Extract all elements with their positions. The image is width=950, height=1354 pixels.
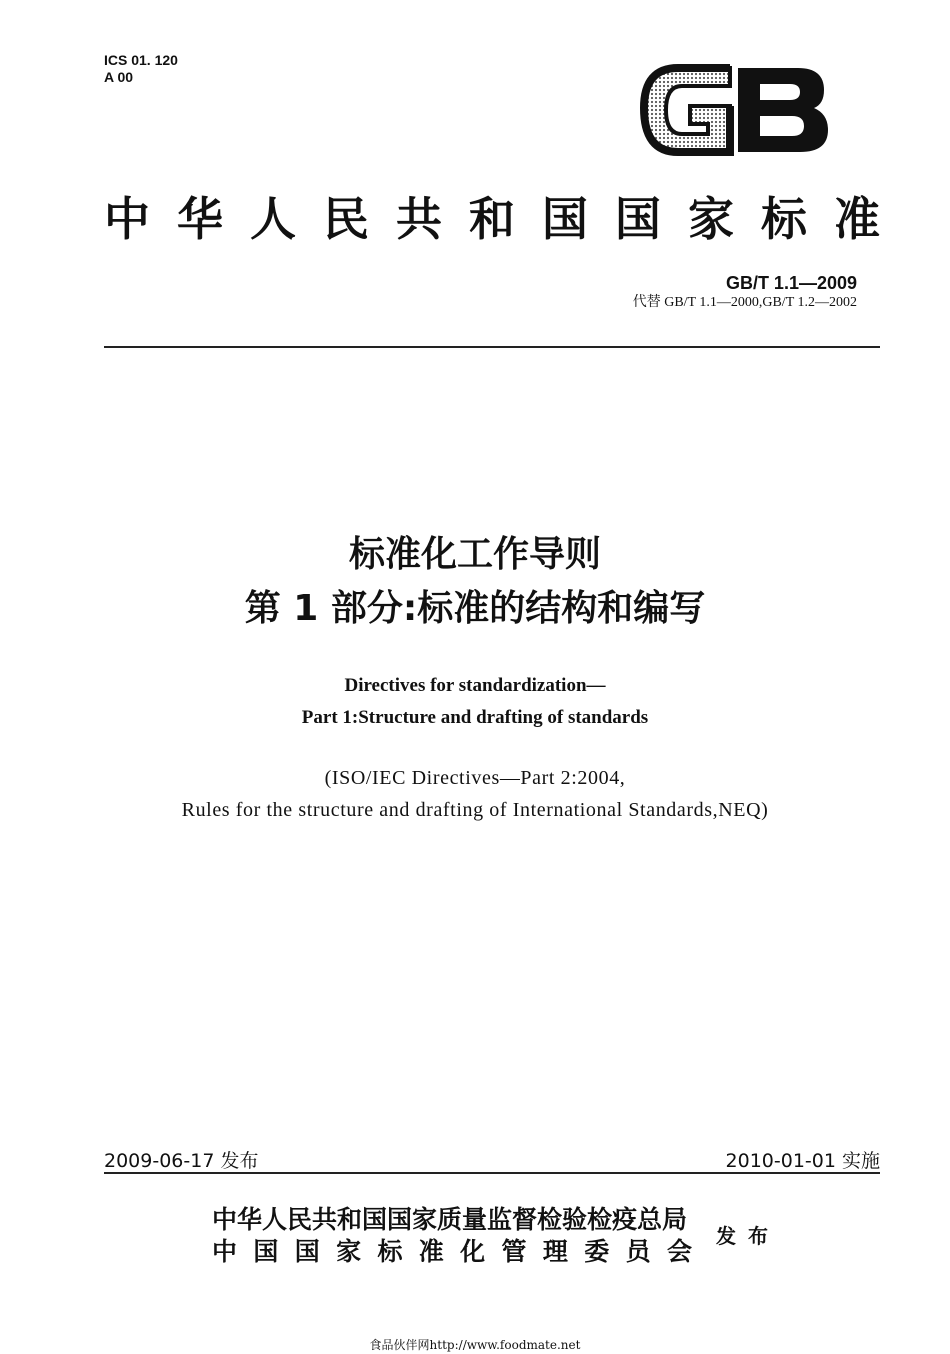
issue-date: 2009-06-17 发布	[104, 1150, 259, 1172]
classification-codes	[104, 52, 178, 86]
english-title-line1: Directives for standardization—	[344, 675, 606, 696]
footer-watermark: 食品伙伴网http://www.foodmate.net	[369, 1338, 581, 1352]
title-char: 中	[104, 192, 150, 246]
iso-reference-line1: (ISO/IEC Directives—Part 2:2004,	[324, 767, 626, 789]
national-standard-title	[104, 184, 880, 248]
issuer-char: 化	[460, 1237, 486, 1266]
issuer-block	[212, 1204, 692, 1268]
title-char: 国	[542, 192, 588, 246]
title-char: 国	[615, 192, 661, 246]
chinese-title	[0, 528, 950, 636]
issuer-char: 标	[377, 1237, 403, 1266]
publish-label: 发布	[716, 1224, 780, 1248]
title-char: 家	[688, 192, 734, 246]
title-char: 华	[177, 192, 223, 246]
chinese-title-line2: 第 1 部分:标准的结构和编写	[244, 588, 706, 629]
class-code: A 00	[104, 69, 134, 85]
effective-date: 2010-01-01 实施	[725, 1150, 880, 1172]
title-char: 民	[323, 192, 369, 246]
iso-reference	[0, 762, 950, 826]
standard-number: GB/T 1.1—2009	[725, 273, 857, 293]
title-char: 共	[396, 192, 442, 246]
chinese-title-line1: 标准化工作导则	[348, 534, 601, 575]
issuer-char: 准	[418, 1237, 444, 1266]
english-title	[0, 670, 950, 734]
replaces-note: 代替 GB/T 1.1—2000,GB/T 1.2—2002	[632, 295, 857, 310]
title-char: 标	[761, 192, 807, 246]
issuer-char: 中	[212, 1237, 238, 1266]
title-char: 准	[834, 192, 880, 246]
issuer-char: 管	[501, 1237, 527, 1266]
ics-code: ICS 01. 120	[104, 52, 178, 68]
issuer-aqsiq: 中华人民共和国国家质量监督检验检疫总局	[212, 1205, 688, 1234]
issuer-char: 理	[542, 1237, 568, 1266]
standard-number-block	[633, 272, 857, 312]
bottom-divider	[104, 1172, 880, 1174]
issuer-char: 会	[666, 1237, 692, 1266]
iso-reference-line2: Rules for the structure and drafting of International Standards,NEQ)	[181, 799, 769, 821]
issuer-char: 家	[336, 1237, 362, 1266]
title-char: 人	[250, 192, 296, 246]
gb-logo	[638, 60, 830, 160]
title-char: 和	[469, 192, 515, 246]
issuer-char: 国	[294, 1237, 320, 1266]
issuer-char: 委	[584, 1237, 610, 1266]
issuer-sac	[212, 1236, 692, 1268]
english-title-line2: Part 1:Structure and drafting of standards	[301, 707, 649, 728]
issuer-char: 员	[625, 1237, 651, 1266]
issuer-char: 国	[253, 1237, 279, 1266]
top-divider	[104, 346, 880, 348]
